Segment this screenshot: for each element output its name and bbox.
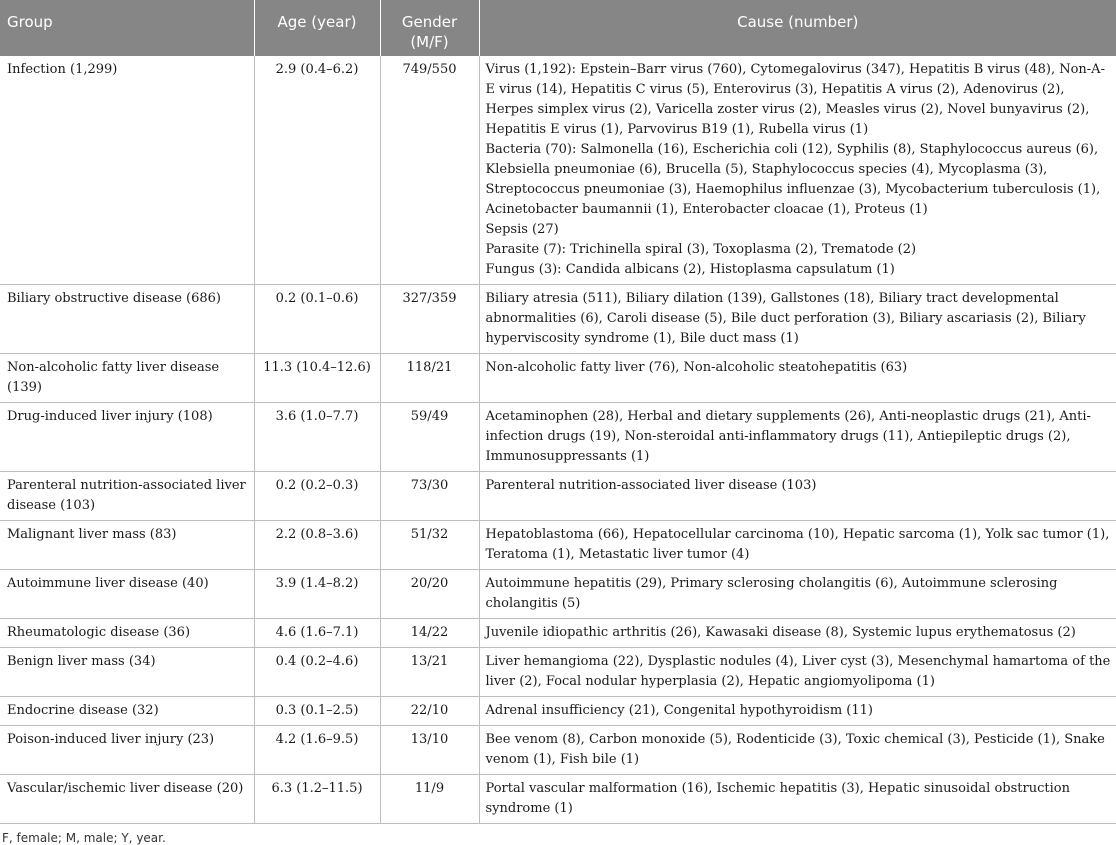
cell-group: Drug-induced liver injury (108) xyxy=(0,403,254,472)
cell-group: Autoimmune liver disease (40) xyxy=(0,570,254,619)
cause-entry: Non-alcoholic fatty liver (76), Non-alcoholic steatohepatitis (63) xyxy=(485,360,908,375)
cause-entry: Virus (1,192): Epstein–Barr virus (760), Cytomegalovirus (347), Hepatitis B virus (48), Non-A-E virus (14), Hepatitis C virus (5), Enterovirus (3), Hepatitis A virus (2), Adenovirus (2), Herpes simplex virus (2), Varicella zoster virus (2), Measles virus (2), Novel bunyavirus (2), Hepatitis E virus (1), Parvovirus B19 (1), Rubella virus (1) xyxy=(485,62,1105,137)
cause-entry: Sepsis (27) xyxy=(485,222,559,237)
cause-entry: Hepatoblastoma (66), Hepatocellular carcinoma (10), Hepatic sarcoma (1), Yolk sac tumor (1), Teratoma (1), Metastatic liver tumor (4) xyxy=(485,527,1110,562)
header-cause: Cause (number) xyxy=(479,0,1116,56)
cell-cause xyxy=(479,775,1116,824)
table-row xyxy=(0,354,1116,403)
cell-age: 2.9 (0.4–6.2) xyxy=(254,56,380,285)
cell-age: 3.6 (1.0–7.7) xyxy=(254,403,380,472)
cell-age: 0.4 (0.2–4.6) xyxy=(254,648,380,697)
cell-age: 4.2 (1.6–9.5) xyxy=(254,726,380,775)
cell-cause xyxy=(479,619,1116,648)
header-group: Group xyxy=(0,0,254,56)
cell-group: Infection (1,299) xyxy=(0,56,254,285)
table-row xyxy=(0,56,1116,285)
cell-group: Rheumatologic disease (36) xyxy=(0,619,254,648)
table-row xyxy=(0,570,1116,619)
cell-group: Vascular/ischemic liver disease (20) xyxy=(0,775,254,824)
table-row xyxy=(0,726,1116,775)
cell-cause xyxy=(479,648,1116,697)
cell-gender: 13/21 xyxy=(380,648,479,697)
cell-cause xyxy=(479,570,1116,619)
cell-group: Parenteral nutrition-associated liver disease (103) xyxy=(0,472,254,521)
table-row xyxy=(0,648,1116,697)
table-row xyxy=(0,697,1116,726)
cell-group: Malignant liver mass (83) xyxy=(0,521,254,570)
cause-entry: Juvenile idiopathic arthritis (26), Kawasaki disease (8), Systemic lupus erythematosus (2) xyxy=(485,625,1076,640)
cell-cause xyxy=(479,697,1116,726)
cause-entry: Liver hemangioma (22), Dysplastic nodules (4), Liver cyst (3), Mesenchymal hamartoma of the liver (2), Focal nodular hyperplasia (2), Hepatic angiomyolipoma (1) xyxy=(485,654,1111,689)
cause-entry: Bee venom (8), Carbon monoxide (5), Rodenticide (3), Toxic chemical (3), Pesticide (1), Snake venom (1), Fish bile (1) xyxy=(485,732,1105,767)
cause-entry: Acetaminophen (28), Herbal and dietary supplements (26), Anti-neoplastic drugs (21), Anti-infection drugs (19), Non-steroidal anti-inflammatory drugs (11), Antiepileptic drugs (2), Immunosuppressants (1) xyxy=(485,409,1091,464)
cell-gender: 327/359 xyxy=(380,285,479,354)
cell-group: Poison-induced liver injury (23) xyxy=(0,726,254,775)
table-row xyxy=(0,521,1116,570)
cause-entry: Autoimmune hepatitis (29), Primary sclerosing cholangitis (6), Autoimmune sclerosing cholangitis (5) xyxy=(485,576,1058,611)
cell-gender: 22/10 xyxy=(380,697,479,726)
header-age: Age (year) xyxy=(254,0,380,56)
cell-age: 2.2 (0.8–3.6) xyxy=(254,521,380,570)
cell-cause xyxy=(479,472,1116,521)
cell-gender: 749/550 xyxy=(380,56,479,285)
cell-group: Non-alcoholic fatty liver disease (139) xyxy=(0,354,254,403)
cause-entry: Portal vascular malformation (16), Ischemic hepatitis (3), Hepatic sinusoidal obstruction syndrome (1) xyxy=(485,781,1070,816)
cell-age: 0.3 (0.1–2.5) xyxy=(254,697,380,726)
table-row xyxy=(0,619,1116,648)
header-gender: Gender (M/F) xyxy=(380,0,479,56)
cause-entry: Parenteral nutrition-associated liver disease (103) xyxy=(485,478,817,493)
cell-group: Endocrine disease (32) xyxy=(0,697,254,726)
cell-cause xyxy=(479,56,1116,285)
cell-cause xyxy=(479,354,1116,403)
cause-entry: Adrenal insufficiency (21), Congenital hypothyroidism (11) xyxy=(485,703,873,718)
cell-age: 0.2 (0.1–0.6) xyxy=(254,285,380,354)
table-footnote: F, female; M, male; Y, year. xyxy=(2,831,166,845)
cause-entry: Fungus (3): Candida albicans (2), Histoplasma capsulatum (1) xyxy=(485,262,895,277)
table-row xyxy=(0,472,1116,521)
cell-gender: 20/20 xyxy=(380,570,479,619)
header-row xyxy=(0,0,1116,56)
cell-gender: 73/30 xyxy=(380,472,479,521)
cell-gender: 59/49 xyxy=(380,403,479,472)
cell-age: 6.3 (1.2–11.5) xyxy=(254,775,380,824)
cell-gender: 118/21 xyxy=(380,354,479,403)
cell-group: Biliary obstructive disease (686) xyxy=(0,285,254,354)
cell-gender: 51/32 xyxy=(380,521,479,570)
cell-cause xyxy=(479,403,1116,472)
cell-cause xyxy=(479,521,1116,570)
cell-age: 11.3 (10.4–12.6) xyxy=(254,354,380,403)
table-row xyxy=(0,285,1116,354)
cell-gender: 14/22 xyxy=(380,619,479,648)
cell-cause xyxy=(479,726,1116,775)
cell-age: 4.6 (1.6–7.1) xyxy=(254,619,380,648)
cause-entry: Bacteria (70): Salmonella (16), Escherichia coli (12), Syphilis (8), Staphylococcus aureus (6), Klebsiella pneumoniae (6), Brucella (5), Staphylococcus species (4), Mycoplasma (3), Streptococcus pneumoniae (3), Haemophilus influenzae (3), Mycobacterium tuberculosis (1), Acinetobacter baumannii (1), Enterobacter cloacae (1), Proteus (1) xyxy=(485,142,1101,217)
table-header xyxy=(0,0,1116,56)
cause-entry: Parasite (7): Trichinella spiral (3), Toxoplasma (2), Trematode (2) xyxy=(485,242,917,257)
cell-age: 0.2 (0.2–0.3) xyxy=(254,472,380,521)
cell-gender: 13/10 xyxy=(380,726,479,775)
cell-cause xyxy=(479,285,1116,354)
cell-age: 3.9 (1.4–8.2) xyxy=(254,570,380,619)
table-body xyxy=(0,56,1116,824)
table-row xyxy=(0,775,1116,824)
cause-entry: Biliary atresia (511), Biliary dilation (139), Gallstones (18), Biliary tract developmental abnormalities (6), Caroli disease (5), Bile duct perforation (3), Biliary ascariasis (2), Biliary hyperviscosity syndrome (1), Bile duct mass (1) xyxy=(485,291,1086,346)
table-row xyxy=(0,403,1116,472)
cell-gender: 11/9 xyxy=(380,775,479,824)
cell-group: Benign liver mass (34) xyxy=(0,648,254,697)
